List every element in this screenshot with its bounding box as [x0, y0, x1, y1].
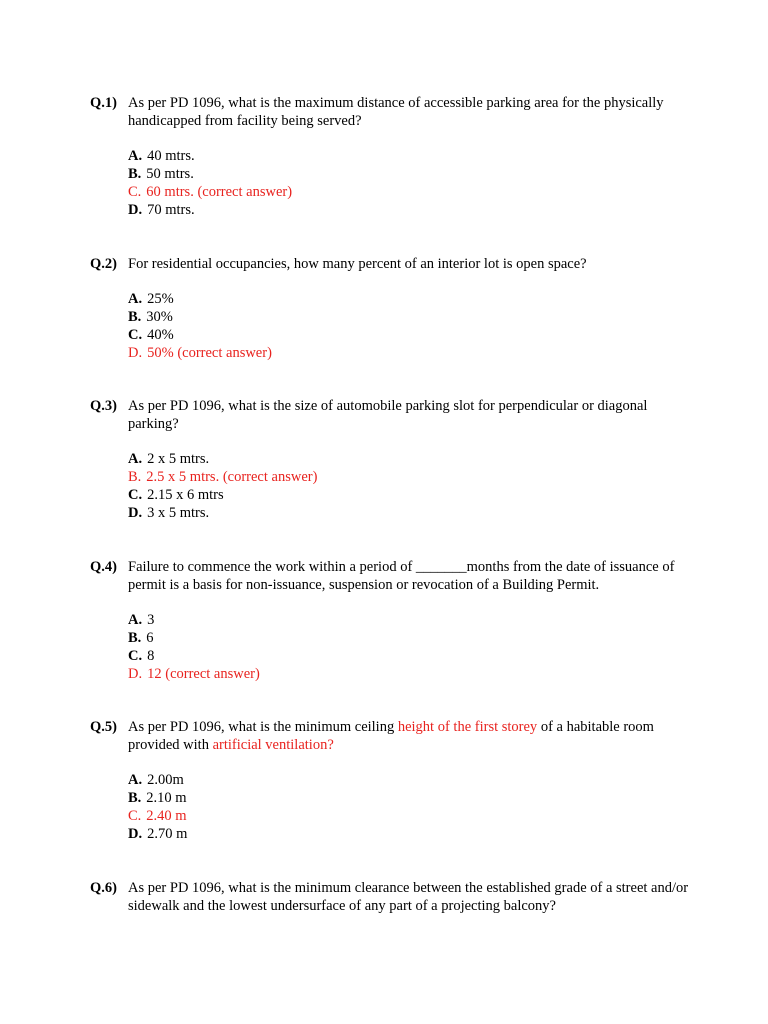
question-text	[128, 879, 690, 915]
correct-answer-option	[128, 665, 690, 683]
question-number: Q.6)	[90, 880, 117, 896]
answer-options	[128, 147, 690, 219]
question-block	[90, 558, 690, 683]
question-block	[90, 718, 690, 843]
option-letter: D.	[128, 666, 143, 682]
option-text: 8	[147, 648, 155, 664]
answer-options	[128, 611, 690, 683]
question-header	[90, 879, 690, 915]
option-letter: C.	[128, 327, 143, 343]
question-header	[90, 558, 690, 594]
question-block	[90, 879, 690, 915]
answer-option	[128, 290, 690, 308]
option-letter: B.	[128, 309, 142, 325]
question-text-segment: As per PD 1096, what is the size of automobile parking slot for perpendicular or diagonal parking?	[128, 398, 648, 432]
answer-options	[128, 290, 690, 362]
question-text-segment: As per PD 1096, what is the maximum distance of accessible parking area for the physically handicapped from facility being served?	[128, 95, 664, 129]
option-letter: B.	[128, 469, 142, 485]
question-text-segment: As per PD 1096, what is the minimum ceiling	[128, 719, 398, 735]
option-text: 12 (correct answer)	[147, 666, 260, 682]
question-header	[90, 718, 690, 754]
option-letter: D.	[128, 345, 143, 361]
option-letter: B.	[128, 630, 142, 646]
option-letter: B.	[128, 790, 142, 806]
question-text-segment: Failure to commence the work within a period of _______months from the date of issuance of permit is a basis for non-issuance, suspension or revocation of a Building Permit.	[128, 559, 675, 593]
answer-option	[128, 611, 690, 629]
question-text-segment: For residential occupancies, how many percent of an interior lot is open space?	[128, 256, 587, 272]
correct-answer-option	[128, 344, 690, 362]
option-letter: C.	[128, 808, 142, 824]
option-text: 2.40 m	[146, 808, 187, 824]
option-letter: A.	[128, 772, 143, 788]
option-letter: D.	[128, 202, 143, 218]
answer-option	[128, 771, 690, 789]
question-number: Q.3)	[90, 398, 117, 414]
option-letter: C.	[128, 648, 143, 664]
answer-option	[128, 789, 690, 807]
question-number: Q.2)	[90, 256, 117, 272]
answer-option	[128, 201, 690, 219]
answer-option	[128, 504, 690, 522]
option-letter: A.	[128, 612, 143, 628]
question-text	[128, 718, 690, 754]
option-text: 6	[146, 630, 154, 646]
question-text-segment: of a habitable room provided with	[128, 719, 654, 753]
answer-option	[128, 147, 690, 165]
question-header	[90, 255, 690, 273]
correct-answer-option	[128, 807, 690, 825]
question-text	[128, 94, 690, 130]
option-letter: C.	[128, 184, 142, 200]
option-text: 50% (correct answer)	[147, 345, 272, 361]
option-text: 2.00m	[147, 772, 184, 788]
question-text	[128, 255, 690, 273]
answer-option	[128, 629, 690, 647]
question-block	[90, 255, 690, 362]
question-text-segment: As per PD 1096, what is the minimum clearance between the established grade of a street and/or sidewalk and the lowest undersurface of any part of a projecting balcony?	[128, 880, 689, 914]
option-letter: A.	[128, 291, 143, 307]
question-text	[128, 558, 690, 594]
option-text: 2.15 x 6 mtrs	[147, 487, 224, 503]
question-number: Q.4)	[90, 559, 117, 575]
option-text: 2 x 5 mtrs.	[147, 451, 210, 467]
answer-option	[128, 486, 690, 504]
answer-options	[128, 450, 690, 522]
option-letter: D.	[128, 826, 143, 842]
option-text: 40 mtrs.	[147, 148, 195, 164]
correct-answer-option	[128, 183, 690, 201]
question-number: Q.1)	[90, 95, 117, 111]
option-text: 30%	[146, 309, 173, 325]
option-text: 2.10 m	[146, 790, 187, 806]
correct-answer-option	[128, 468, 690, 486]
question-header	[90, 94, 690, 130]
option-letter: A.	[128, 451, 143, 467]
answer-option	[128, 326, 690, 344]
answer-option	[128, 647, 690, 665]
option-text: 50 mtrs.	[146, 166, 194, 182]
option-letter: B.	[128, 166, 142, 182]
option-text: 3 x 5 mtrs.	[147, 505, 210, 521]
option-text: 40%	[147, 327, 174, 343]
highlighted-phrase: artificial ventilation?	[212, 737, 334, 753]
question-header	[90, 397, 690, 433]
option-text: 70 mtrs.	[147, 202, 195, 218]
answer-options	[128, 771, 690, 843]
option-letter: D.	[128, 505, 143, 521]
option-text: 25%	[147, 291, 174, 307]
option-letter: C.	[128, 487, 143, 503]
question-text	[128, 397, 690, 433]
question-block	[90, 397, 690, 522]
option-text: 3	[147, 612, 155, 628]
option-text: 2.70 m	[147, 826, 188, 842]
highlighted-phrase: height of the first storey	[397, 719, 538, 735]
option-text: 60 mtrs. (correct answer)	[146, 184, 293, 200]
option-letter: A.	[128, 148, 143, 164]
option-text: 2.5 x 5 mtrs. (correct answer)	[146, 469, 318, 485]
question-number: Q.5)	[90, 719, 117, 735]
question-block	[90, 94, 690, 219]
answer-option	[128, 308, 690, 326]
answer-option	[128, 165, 690, 183]
answer-option	[128, 450, 690, 468]
answer-option	[128, 825, 690, 843]
